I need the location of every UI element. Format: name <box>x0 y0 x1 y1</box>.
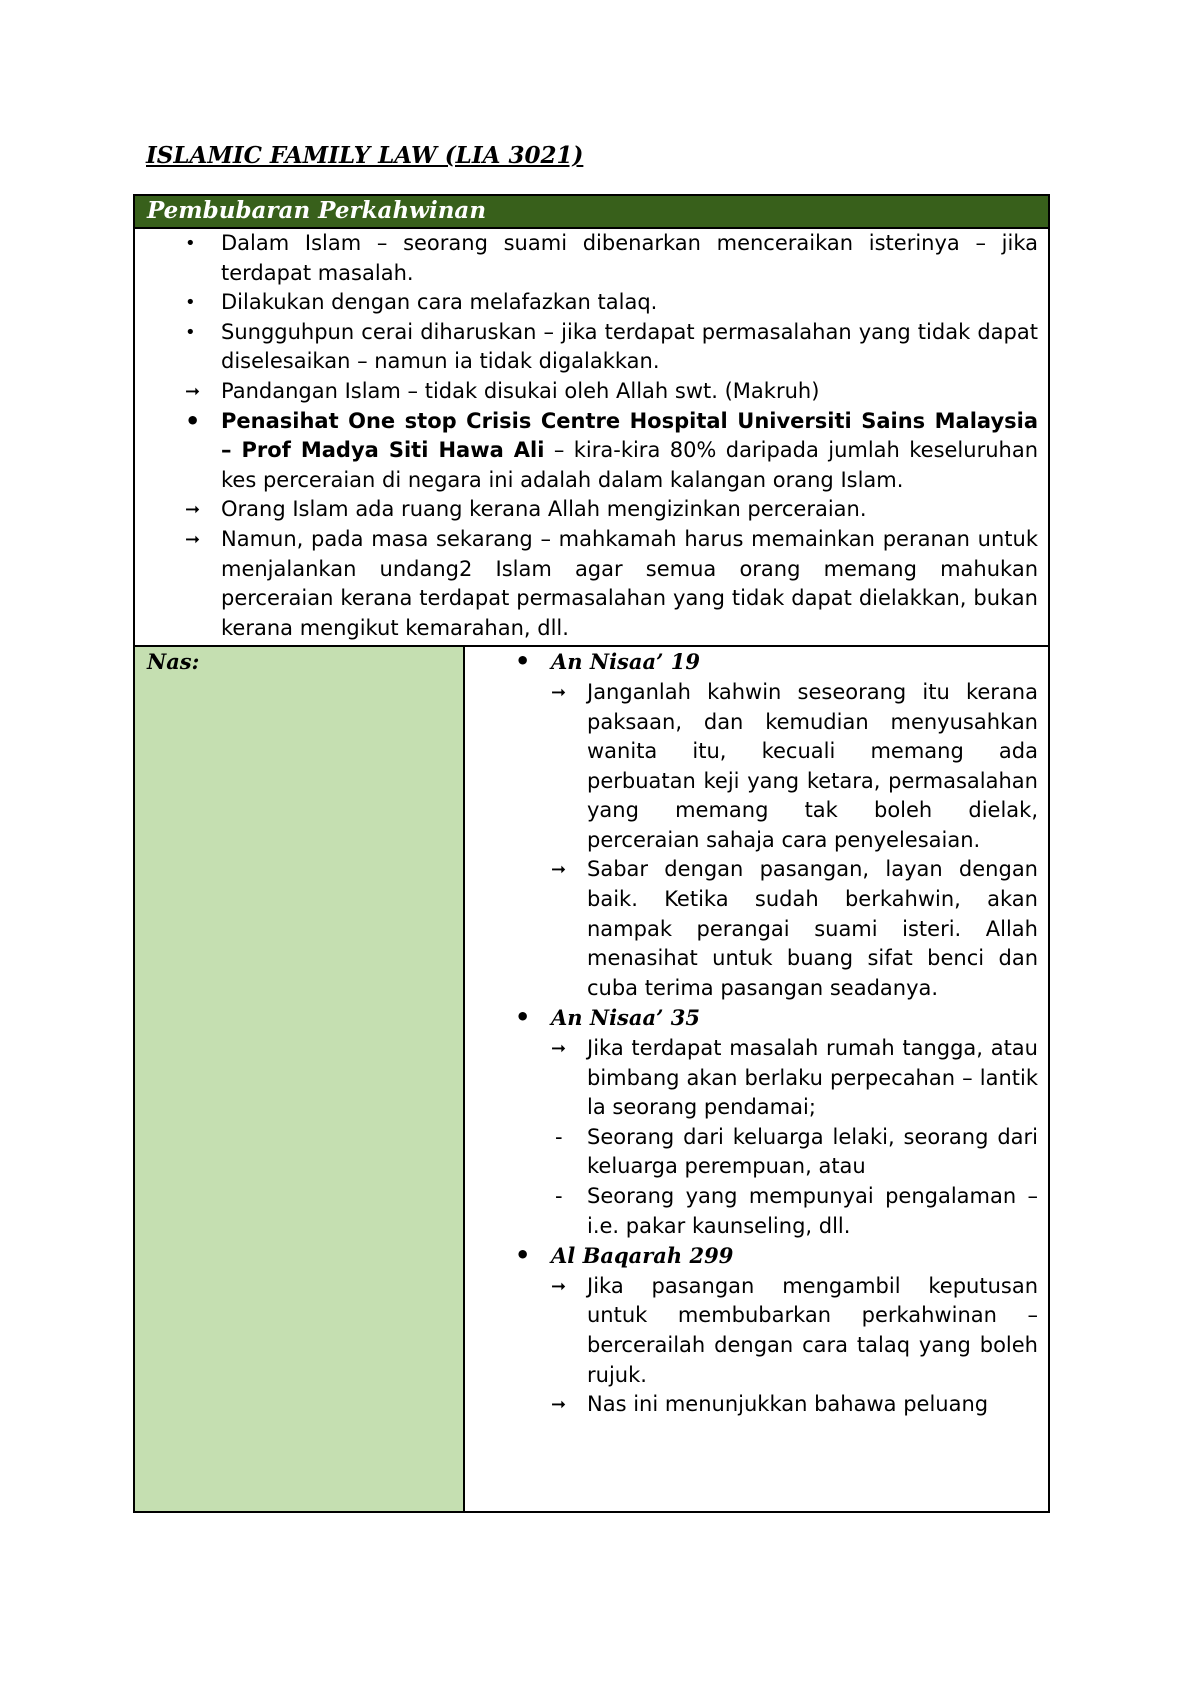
list-item: • Dalam Islam – seorang suami dibenarkan menceraikan isterinya – jika terdapat masalah. <box>185 229 1038 288</box>
arrow-item: ➞ Sabar dengan pasangan, layan dengan baik. Ketika sudah berkahwin, akan nampak perangai suami isteri. Allah menasihat untuk buang sifat benci dan cuba terima pasangan seadanya. <box>551 855 1038 1003</box>
dash-item: - Seorang yang mempunyai pengalaman – i.e. pakar kaunseling, dll. <box>551 1182 1038 1241</box>
intro-cell <box>134 228 1049 646</box>
intro-list <box>185 229 1038 407</box>
document-title: ISLAMIC FAMILY LAW (LIA 3021) <box>146 142 584 169</box>
list-item-text: – kira-kira 80% daripada jumlah keseluruhan kes perceraian di negara ini adalah dalam kalangan orang Islam. <box>221 438 1039 492</box>
advisor-name: Penasihat One stop Crisis Centre Hospital Universiti Sains Malaysia – Prof Madya Siti Hawa Ali <box>221 408 1038 463</box>
surah-title: Al Baqarah 299 <box>551 1243 734 1269</box>
list-item: • Dilakukan dengan cara melafazkan talaq. <box>185 288 1038 318</box>
arrow-item: ➞ Namun, pada masa sekarang – mahkamah harus memainkan peranan untuk menjalankan undang2 Islam agar semua orang memang mahukan perceraian kerana terdapat permasalahan yang tidak dapat dielakkan, bukan kerana mengikut kemarahan, dll. <box>185 525 1038 643</box>
list-item-text: Sungguhpun cerai diharuskan – jika terdapat permasalahan yang tidak dapat diselesaikan – namun ia tidak digalakkan. <box>221 319 1038 374</box>
list-item <box>515 1241 1038 1420</box>
dash-item: - Seorang dari keluarga lelaki, seorang dari keluarga perempuan, atau <box>551 1123 1038 1182</box>
arrow-item: ➞ Nas ini menunjukkan bahawa peluang <box>551 1390 1038 1420</box>
surah-title: An Nisaa’ 35 <box>551 1005 700 1031</box>
surah-title: An Nisaa’ 19 <box>551 649 700 675</box>
nas-list <box>515 647 1038 1419</box>
list-item <box>185 318 1038 407</box>
list-item <box>515 1003 1038 1241</box>
arrow-item: ➞ Pandangan Islam – tidak disukai oleh Allah swt. (Makruh) <box>185 377 1038 407</box>
nas-content <box>464 646 1049 1512</box>
arrow-item <box>551 1034 1038 1241</box>
section-header: Pembubaran Perkahwinan <box>134 195 1049 228</box>
arrow-item-text: Jika terdapat masalah rumah tangga, atau bimbang akan berlaku perpecahan – lantik la seorang pendamai; <box>587 1036 1038 1120</box>
nas-label: Nas: <box>134 646 464 1512</box>
list-item <box>515 647 1038 1003</box>
arrow-item: ➞ Orang Islam ada ruang kerana Allah mengizinkan perceraian. <box>185 495 1038 525</box>
arrow-item: ➞ Janganlah kahwin seseorang itu kerana paksaan, dan kemudian menyusahkan wanita itu, kecuali memang ada perbuatan keji yang ketara, permasalahan yang memang tak boleh dielak, perceraian sahaja cara penyelesaian. <box>551 678 1038 856</box>
list-item <box>185 407 1038 644</box>
arrow-item: ➞ Jika pasangan mengambil keputusan untuk membubarkan perkahwinan – bercerailah dengan cara talaq yang boleh rujuk. <box>551 1272 1038 1390</box>
notes-table <box>133 194 1050 1513</box>
